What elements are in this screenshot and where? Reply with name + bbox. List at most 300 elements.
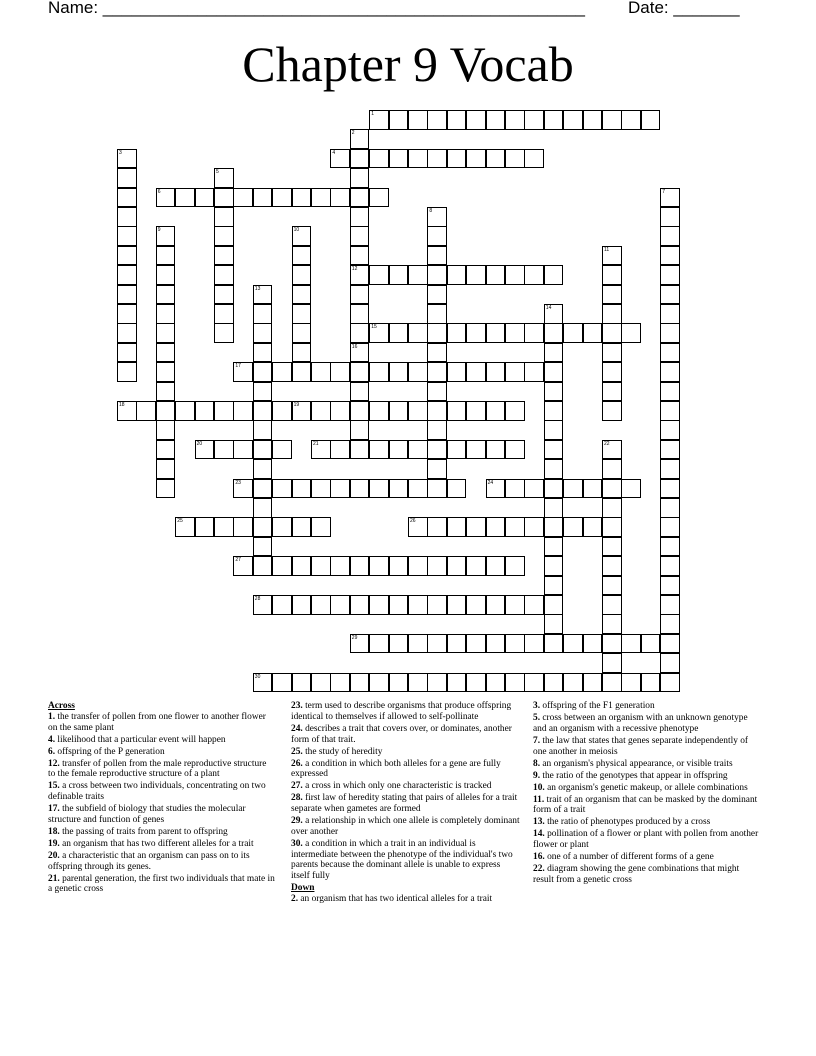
crossword-cell[interactable] (330, 188, 350, 208)
crossword-cell[interactable] (583, 479, 603, 499)
crossword-cell[interactable] (408, 517, 428, 537)
crossword-cell[interactable] (660, 323, 680, 343)
crossword-cell[interactable] (621, 323, 641, 343)
crossword-cell[interactable] (311, 188, 331, 208)
crossword-cell[interactable] (175, 517, 195, 537)
crossword-cell[interactable] (156, 188, 176, 208)
crossword-cell[interactable] (486, 673, 506, 693)
crossword-cell[interactable] (350, 168, 370, 188)
crossword-cell[interactable] (350, 285, 370, 305)
crossword-cell[interactable] (253, 362, 273, 382)
crossword-cell[interactable] (292, 556, 312, 576)
crossword-cell[interactable] (350, 188, 370, 208)
crossword-cell[interactable] (427, 110, 447, 130)
crossword-cell[interactable] (350, 343, 370, 363)
crossword-cell[interactable] (544, 576, 564, 596)
crossword-cell[interactable] (350, 401, 370, 421)
crossword-cell[interactable] (195, 401, 215, 421)
crossword-cell[interactable] (233, 556, 253, 576)
crossword-cell[interactable] (660, 226, 680, 246)
crossword-cell[interactable] (272, 556, 292, 576)
crossword-cell[interactable] (369, 362, 389, 382)
crossword-cell[interactable] (544, 498, 564, 518)
crossword-cell[interactable] (427, 556, 447, 576)
crossword-cell[interactable] (253, 459, 273, 479)
crossword-cell[interactable] (427, 149, 447, 169)
crossword-cell[interactable] (292, 323, 312, 343)
crossword-cell[interactable] (563, 323, 583, 343)
crossword-cell[interactable] (156, 285, 176, 305)
crossword-cell[interactable] (505, 479, 525, 499)
crossword-cell[interactable] (602, 634, 622, 654)
crossword-cell[interactable] (408, 265, 428, 285)
crossword-cell[interactable] (660, 304, 680, 324)
crossword-cell[interactable] (292, 479, 312, 499)
crossword-cell[interactable] (233, 401, 253, 421)
crossword-cell[interactable] (544, 459, 564, 479)
crossword-cell[interactable] (563, 634, 583, 654)
crossword-cell[interactable] (117, 188, 137, 208)
crossword-cell[interactable] (486, 401, 506, 421)
crossword-cell[interactable] (389, 362, 409, 382)
crossword-cell[interactable] (505, 110, 525, 130)
crossword-cell[interactable] (292, 401, 312, 421)
crossword-cell[interactable] (253, 323, 273, 343)
crossword-cell[interactable] (583, 517, 603, 537)
crossword-cell[interactable] (350, 304, 370, 324)
crossword-cell[interactable] (602, 517, 622, 537)
crossword-cell[interactable] (330, 556, 350, 576)
crossword-cell[interactable] (369, 188, 389, 208)
crossword-cell[interactable] (369, 323, 389, 343)
crossword-cell[interactable] (602, 556, 622, 576)
crossword-cell[interactable] (544, 420, 564, 440)
crossword-cell[interactable] (272, 479, 292, 499)
crossword-cell[interactable] (389, 634, 409, 654)
crossword-cell[interactable] (253, 595, 273, 615)
crossword-cell[interactable] (660, 459, 680, 479)
crossword-cell[interactable] (466, 149, 486, 169)
crossword-cell[interactable] (505, 517, 525, 537)
crossword-cell[interactable] (563, 479, 583, 499)
crossword-cell[interactable] (369, 110, 389, 130)
crossword-cell[interactable] (602, 498, 622, 518)
crossword-cell[interactable] (330, 401, 350, 421)
crossword-cell[interactable] (505, 265, 525, 285)
crossword-cell[interactable] (156, 226, 176, 246)
crossword-cell[interactable] (253, 304, 273, 324)
crossword-cell[interactable] (117, 362, 137, 382)
crossword-cell[interactable] (350, 265, 370, 285)
crossword-cell[interactable] (195, 517, 215, 537)
crossword-cell[interactable] (427, 226, 447, 246)
crossword-cell[interactable] (660, 498, 680, 518)
crossword-cell[interactable] (544, 479, 564, 499)
crossword-cell[interactable] (466, 634, 486, 654)
crossword-cell[interactable] (427, 207, 447, 227)
crossword-cell[interactable] (117, 343, 137, 363)
crossword-cell[interactable] (117, 207, 137, 227)
crossword-cell[interactable] (369, 401, 389, 421)
crossword-cell[interactable] (350, 362, 370, 382)
crossword-cell[interactable] (175, 188, 195, 208)
crossword-cell[interactable] (427, 304, 447, 324)
crossword-cell[interactable] (466, 323, 486, 343)
crossword-cell[interactable] (427, 362, 447, 382)
crossword-cell[interactable] (389, 323, 409, 343)
crossword-cell[interactable] (292, 343, 312, 363)
crossword-cell[interactable] (195, 440, 215, 460)
crossword-cell[interactable] (486, 440, 506, 460)
crossword-cell[interactable] (408, 556, 428, 576)
crossword-cell[interactable] (660, 382, 680, 402)
crossword-cell[interactable] (466, 440, 486, 460)
crossword-cell[interactable] (447, 265, 467, 285)
crossword-cell[interactable] (505, 362, 525, 382)
crossword-cell[interactable] (350, 479, 370, 499)
crossword-cell[interactable] (660, 440, 680, 460)
crossword-cell[interactable] (292, 285, 312, 305)
crossword-cell[interactable] (602, 304, 622, 324)
crossword-cell[interactable] (350, 556, 370, 576)
crossword-cell[interactable] (544, 517, 564, 537)
crossword-cell[interactable] (389, 479, 409, 499)
crossword-cell[interactable] (156, 362, 176, 382)
crossword-cell[interactable] (175, 401, 195, 421)
crossword-cell[interactable] (389, 673, 409, 693)
crossword-cell[interactable] (544, 362, 564, 382)
crossword-cell[interactable] (156, 343, 176, 363)
crossword-cell[interactable] (214, 517, 234, 537)
crossword-cell[interactable] (466, 517, 486, 537)
crossword-cell[interactable] (369, 479, 389, 499)
crossword-cell[interactable] (389, 440, 409, 460)
crossword-cell[interactable] (602, 479, 622, 499)
crossword-cell[interactable] (486, 479, 506, 499)
crossword-cell[interactable] (233, 440, 253, 460)
crossword-cell[interactable] (505, 440, 525, 460)
crossword-cell[interactable] (447, 440, 467, 460)
crossword-cell[interactable] (544, 265, 564, 285)
crossword-cell[interactable] (350, 382, 370, 402)
crossword-cell[interactable] (563, 517, 583, 537)
crossword-cell[interactable] (214, 323, 234, 343)
crossword-cell[interactable] (233, 188, 253, 208)
crossword-cell[interactable] (447, 401, 467, 421)
crossword-cell[interactable] (292, 362, 312, 382)
crossword-cell[interactable] (466, 265, 486, 285)
crossword-cell[interactable] (486, 517, 506, 537)
crossword-cell[interactable] (156, 459, 176, 479)
crossword-cell[interactable] (486, 362, 506, 382)
crossword-cell[interactable] (427, 459, 447, 479)
crossword-cell[interactable] (660, 595, 680, 615)
crossword-cell[interactable] (369, 634, 389, 654)
crossword-cell[interactable] (350, 207, 370, 227)
crossword-cell[interactable] (427, 265, 447, 285)
crossword-cell[interactable] (311, 556, 331, 576)
crossword-cell[interactable] (602, 595, 622, 615)
crossword-cell[interactable] (214, 285, 234, 305)
crossword-cell[interactable] (195, 188, 215, 208)
crossword-cell[interactable] (563, 673, 583, 693)
crossword-cell[interactable] (544, 110, 564, 130)
crossword-cell[interactable] (253, 498, 273, 518)
crossword-cell[interactable] (447, 323, 467, 343)
crossword-cell[interactable] (466, 595, 486, 615)
crossword-cell[interactable] (117, 323, 137, 343)
crossword-cell[interactable] (660, 246, 680, 266)
crossword-cell[interactable] (427, 401, 447, 421)
crossword-cell[interactable] (214, 246, 234, 266)
crossword-cell[interactable] (427, 285, 447, 305)
crossword-cell[interactable] (427, 246, 447, 266)
crossword-cell[interactable] (660, 614, 680, 634)
crossword-cell[interactable] (583, 110, 603, 130)
crossword-cell[interactable] (602, 343, 622, 363)
crossword-cell[interactable] (427, 382, 447, 402)
crossword-cell[interactable] (311, 401, 331, 421)
crossword-cell[interactable] (408, 595, 428, 615)
crossword-cell[interactable] (292, 188, 312, 208)
crossword-cell[interactable] (660, 188, 680, 208)
crossword-cell[interactable] (660, 265, 680, 285)
crossword-cell[interactable] (447, 362, 467, 382)
crossword-cell[interactable] (350, 634, 370, 654)
crossword-cell[interactable] (408, 362, 428, 382)
crossword-cell[interactable] (214, 401, 234, 421)
crossword-cell[interactable] (330, 595, 350, 615)
crossword-cell[interactable] (544, 401, 564, 421)
crossword-cell[interactable] (214, 265, 234, 285)
crossword-cell[interactable] (408, 634, 428, 654)
crossword-cell[interactable] (583, 323, 603, 343)
crossword-cell[interactable] (602, 401, 622, 421)
crossword-cell[interactable] (602, 265, 622, 285)
crossword-cell[interactable] (408, 149, 428, 169)
crossword-cell[interactable] (389, 265, 409, 285)
crossword-cell[interactable] (350, 440, 370, 460)
crossword-cell[interactable] (660, 362, 680, 382)
crossword-cell[interactable] (408, 673, 428, 693)
crossword-cell[interactable] (156, 265, 176, 285)
crossword-cell[interactable] (660, 653, 680, 673)
crossword-cell[interactable] (602, 285, 622, 305)
crossword-cell[interactable] (214, 188, 234, 208)
crossword-cell[interactable] (486, 323, 506, 343)
crossword-cell[interactable] (466, 556, 486, 576)
crossword-cell[interactable] (330, 149, 350, 169)
crossword-cell[interactable] (524, 149, 544, 169)
crossword-cell[interactable] (660, 401, 680, 421)
crossword-cell[interactable] (350, 246, 370, 266)
crossword-cell[interactable] (408, 323, 428, 343)
crossword-cell[interactable] (660, 673, 680, 693)
crossword-cell[interactable] (292, 265, 312, 285)
crossword-cell[interactable] (524, 362, 544, 382)
crossword-cell[interactable] (117, 285, 137, 305)
crossword-cell[interactable] (156, 420, 176, 440)
crossword-cell[interactable] (660, 556, 680, 576)
crossword-cell[interactable] (117, 246, 137, 266)
crossword-cell[interactable] (292, 226, 312, 246)
crossword-cell[interactable] (389, 149, 409, 169)
crossword-cell[interactable] (272, 595, 292, 615)
crossword-cell[interactable] (427, 479, 447, 499)
crossword-cell[interactable] (136, 401, 156, 421)
crossword-cell[interactable] (602, 362, 622, 382)
crossword-cell[interactable] (292, 304, 312, 324)
crossword-cell[interactable] (641, 673, 661, 693)
crossword-cell[interactable] (486, 149, 506, 169)
crossword-cell[interactable] (330, 673, 350, 693)
crossword-cell[interactable] (292, 246, 312, 266)
crossword-cell[interactable] (369, 595, 389, 615)
crossword-cell[interactable] (544, 440, 564, 460)
crossword-cell[interactable] (427, 595, 447, 615)
crossword-cell[interactable] (447, 517, 467, 537)
crossword-cell[interactable] (350, 226, 370, 246)
crossword-cell[interactable] (621, 634, 641, 654)
crossword-cell[interactable] (524, 673, 544, 693)
crossword-cell[interactable] (602, 653, 622, 673)
crossword-cell[interactable] (427, 420, 447, 440)
crossword-cell[interactable] (466, 362, 486, 382)
crossword-cell[interactable] (292, 595, 312, 615)
crossword-cell[interactable] (233, 479, 253, 499)
crossword-cell[interactable] (505, 149, 525, 169)
crossword-cell[interactable] (311, 362, 331, 382)
crossword-cell[interactable] (524, 634, 544, 654)
crossword-cell[interactable] (641, 110, 661, 130)
crossword-cell[interactable] (466, 110, 486, 130)
crossword-cell[interactable] (602, 576, 622, 596)
crossword-cell[interactable] (602, 440, 622, 460)
crossword-cell[interactable] (544, 304, 564, 324)
crossword-cell[interactable] (427, 673, 447, 693)
crossword-cell[interactable] (311, 440, 331, 460)
crossword-cell[interactable] (524, 595, 544, 615)
crossword-cell[interactable] (233, 517, 253, 537)
crossword-cell[interactable] (486, 110, 506, 130)
crossword-cell[interactable] (486, 556, 506, 576)
crossword-cell[interactable] (253, 440, 273, 460)
crossword-cell[interactable] (156, 304, 176, 324)
crossword-cell[interactable] (156, 246, 176, 266)
crossword-cell[interactable] (253, 188, 273, 208)
crossword-cell[interactable] (660, 420, 680, 440)
crossword-cell[interactable] (117, 226, 137, 246)
crossword-cell[interactable] (350, 595, 370, 615)
crossword-cell[interactable] (544, 556, 564, 576)
crossword-cell[interactable] (330, 479, 350, 499)
crossword-cell[interactable] (214, 304, 234, 324)
crossword-cell[interactable] (330, 440, 350, 460)
crossword-cell[interactable] (447, 149, 467, 169)
crossword-cell[interactable] (466, 673, 486, 693)
crossword-cell[interactable] (311, 595, 331, 615)
crossword-cell[interactable] (544, 382, 564, 402)
crossword-cell[interactable] (602, 382, 622, 402)
crossword-cell[interactable] (389, 595, 409, 615)
crossword-cell[interactable] (117, 401, 137, 421)
crossword-cell[interactable] (117, 168, 137, 188)
crossword-cell[interactable] (330, 362, 350, 382)
crossword-cell[interactable] (602, 246, 622, 266)
crossword-cell[interactable] (505, 556, 525, 576)
crossword-cell[interactable] (253, 673, 273, 693)
crossword-cell[interactable] (253, 537, 273, 557)
crossword-cell[interactable] (505, 634, 525, 654)
crossword-cell[interactable] (660, 479, 680, 499)
crossword-cell[interactable] (524, 517, 544, 537)
crossword-cell[interactable] (621, 479, 641, 499)
crossword-cell[interactable] (408, 479, 428, 499)
crossword-cell[interactable] (214, 226, 234, 246)
crossword-cell[interactable] (505, 401, 525, 421)
crossword-cell[interactable] (408, 110, 428, 130)
crossword-cell[interactable] (544, 634, 564, 654)
crossword-cell[interactable] (524, 265, 544, 285)
crossword-cell[interactable] (156, 401, 176, 421)
crossword-cell[interactable] (505, 323, 525, 343)
crossword-cell[interactable] (311, 517, 331, 537)
crossword-cell[interactable] (253, 285, 273, 305)
crossword-cell[interactable] (350, 149, 370, 169)
crossword-cell[interactable] (389, 110, 409, 130)
crossword-cell[interactable] (408, 440, 428, 460)
crossword-cell[interactable] (447, 634, 467, 654)
crossword-cell[interactable] (272, 401, 292, 421)
crossword-cell[interactable] (427, 517, 447, 537)
crossword-cell[interactable] (641, 634, 661, 654)
crossword-cell[interactable] (563, 110, 583, 130)
crossword-cell[interactable] (621, 110, 641, 130)
crossword-cell[interactable] (505, 595, 525, 615)
crossword-cell[interactable] (253, 420, 273, 440)
crossword-cell[interactable] (544, 595, 564, 615)
crossword-cell[interactable] (602, 614, 622, 634)
crossword-cell[interactable] (660, 343, 680, 363)
crossword-cell[interactable] (350, 673, 370, 693)
crossword-cell[interactable] (544, 537, 564, 557)
crossword-cell[interactable] (292, 517, 312, 537)
crossword-cell[interactable] (602, 323, 622, 343)
crossword-cell[interactable] (389, 401, 409, 421)
crossword-cell[interactable] (427, 634, 447, 654)
crossword-cell[interactable] (602, 537, 622, 557)
crossword-cell[interactable] (350, 420, 370, 440)
crossword-cell[interactable] (544, 343, 564, 363)
crossword-cell[interactable] (602, 459, 622, 479)
crossword-cell[interactable] (272, 673, 292, 693)
crossword-cell[interactable] (660, 576, 680, 596)
crossword-cell[interactable] (544, 614, 564, 634)
crossword-cell[interactable] (233, 362, 253, 382)
crossword-cell[interactable] (427, 343, 447, 363)
crossword-cell[interactable] (660, 207, 680, 227)
crossword-cell[interactable] (214, 207, 234, 227)
crossword-cell[interactable] (117, 149, 137, 169)
crossword-cell[interactable] (272, 188, 292, 208)
crossword-cell[interactable] (369, 265, 389, 285)
crossword-cell[interactable] (583, 673, 603, 693)
crossword-cell[interactable] (660, 517, 680, 537)
crossword-cell[interactable] (524, 323, 544, 343)
crossword-cell[interactable] (117, 265, 137, 285)
crossword-cell[interactable] (253, 556, 273, 576)
crossword-cell[interactable] (447, 595, 467, 615)
